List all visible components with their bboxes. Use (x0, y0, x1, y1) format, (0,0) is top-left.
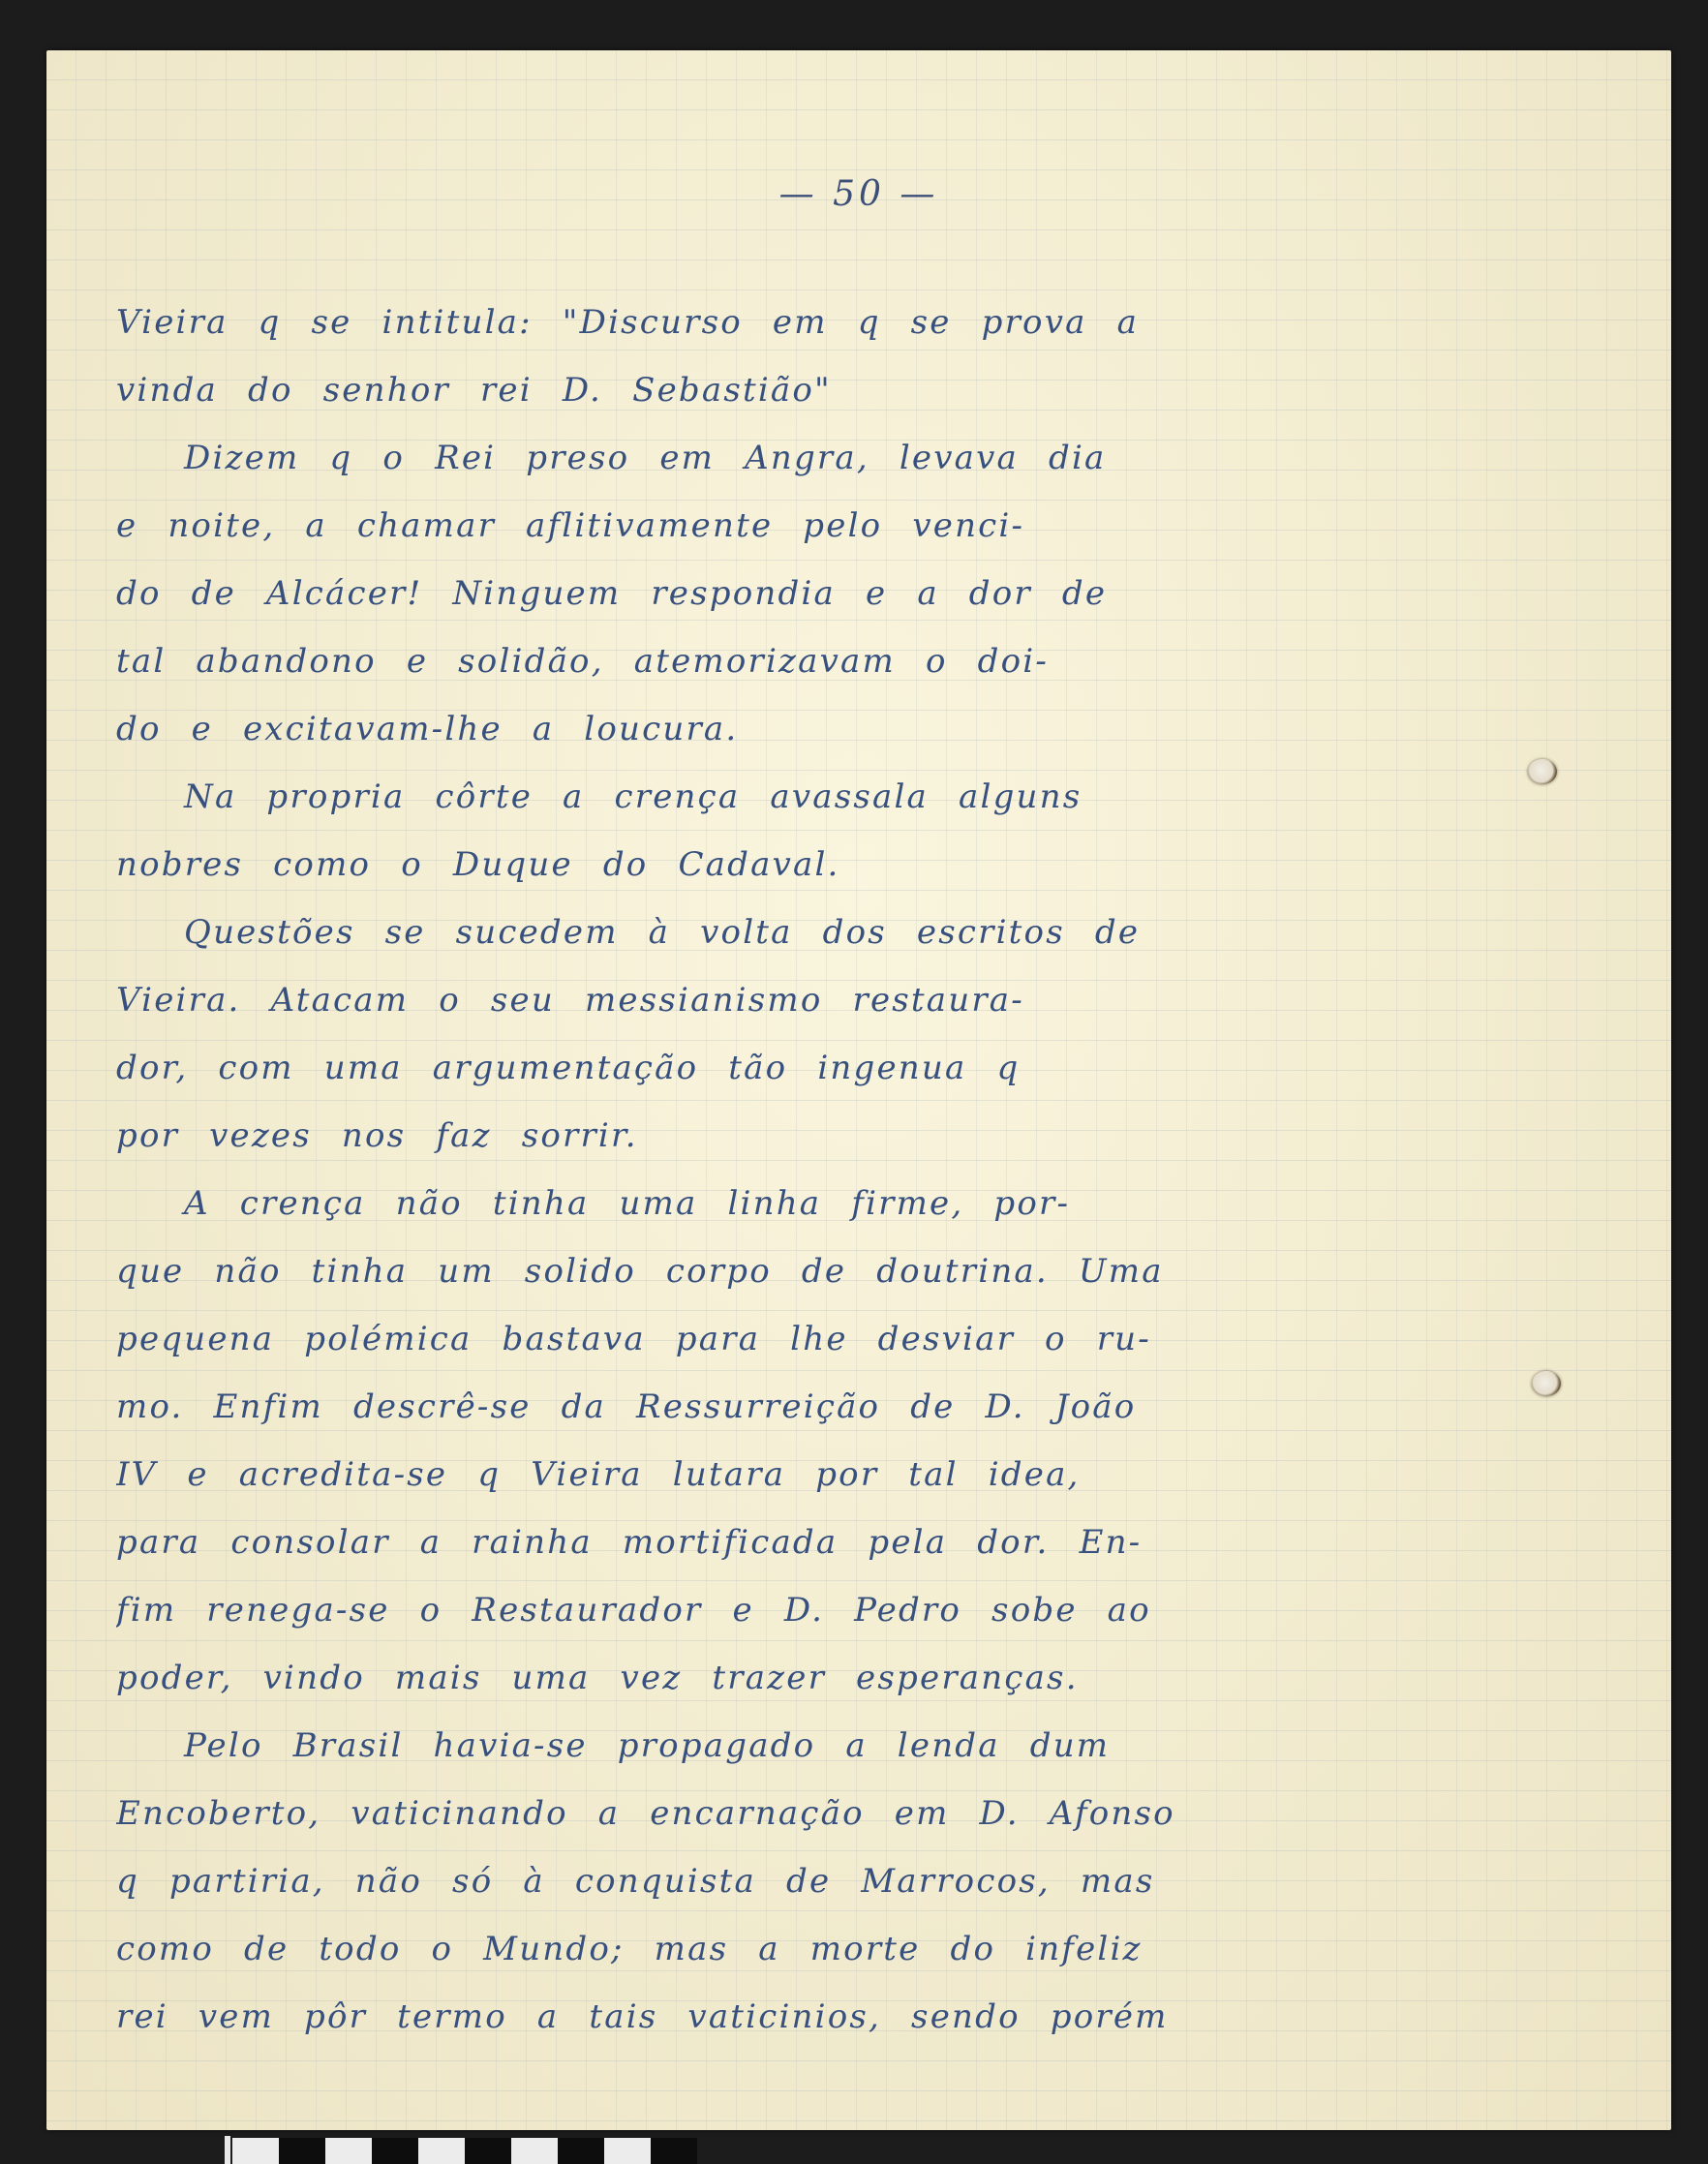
manuscript-line: Encoberto, vaticinando a encarnação em D. Afonso (116, 1794, 1175, 1833)
page-number: — 50 — (778, 174, 939, 214)
manuscript-line: dor, com uma argumentação tão ingenua q (116, 1049, 1021, 1087)
manuscript-line: Na propria côrte a crença avassala alguns (184, 777, 1083, 816)
scale-bar-tick (225, 2136, 230, 2164)
manuscript-line: rei vem pôr termo a tais vaticinios, sendo porém (116, 1997, 1169, 2036)
handwritten-text-body (116, 289, 1431, 2051)
manuscript-page (46, 50, 1671, 2130)
manuscript-line: pequena polémica bastava para lhe desviar o ru- (116, 1320, 1151, 1358)
manuscript-line: tal abandono e solidão, atemorizavam o doi- (116, 642, 1050, 681)
manuscript-line: Vieira q se intitula: "Discurso em q se prova a (116, 303, 1140, 342)
manuscript-line: fim renega-se o Restaurador e D. Pedro sobe ao (116, 1591, 1151, 1630)
manuscript-line: Pelo Brasil havia-se propagado a lenda dum (184, 1726, 1111, 1765)
manuscript-line: Questões se sucedem à volta dos escritos de (184, 913, 1141, 952)
punch-hole (1528, 759, 1557, 784)
manuscript-line: vinda do senhor rei D. Sebastião" (116, 371, 832, 410)
manuscript-line: Dizem q o Rei preso em Angra, levava dia (184, 439, 1107, 477)
manuscript-line: por vezes nos faz sorrir. (116, 1116, 638, 1155)
manuscript-line: q partiria, não só à conquista de Marrocos, mas (116, 1862, 1155, 1901)
color-scale-bar (232, 2138, 697, 2164)
manuscript-line: do e excitavam-lhe a loucura. (116, 710, 739, 748)
manuscript-line: como de todo o Mundo; mas a morte do infeliz (116, 1930, 1143, 1968)
manuscript-line: A crença não tinha uma linha firme, por- (184, 1184, 1071, 1223)
manuscript-line: e noite, a chamar aflitivamente pelo venci- (116, 506, 1025, 545)
manuscript-line: IV e acredita-se q Vieira lutara por tal idea, (116, 1455, 1081, 1494)
manuscript-line: que não tinha um solido corpo de doutrina. Uma (116, 1252, 1164, 1291)
punch-hole (1532, 1371, 1561, 1396)
manuscript-line: nobres como o Duque do Cadaval. (116, 845, 840, 884)
manuscript-line: do de Alcácer! Ninguem respondia e a dor de (116, 574, 1108, 613)
manuscript-line: Vieira. Atacam o seu messianismo restaura- (116, 981, 1024, 1020)
manuscript-line: para consolar a rainha mortificada pela dor. En- (116, 1523, 1143, 1562)
manuscript-line: poder, vindo mais uma vez trazer esperanças. (116, 1659, 1079, 1697)
manuscript-line: mo. Enfim descrê-se da Ressurreição de D. João (116, 1387, 1137, 1426)
